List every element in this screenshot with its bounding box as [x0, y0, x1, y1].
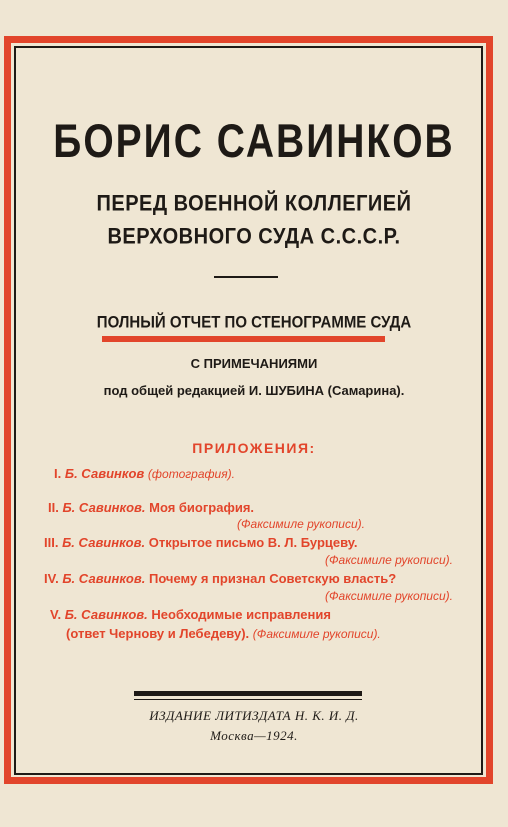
appendix-note: (фотография). — [147, 467, 235, 481]
appendix-note-3: (Факсимиле рукописи). — [325, 553, 453, 567]
appendices-heading: ПРИЛОЖЕНИЯ: — [192, 440, 316, 456]
divider-bold — [134, 691, 362, 696]
appendix-name: Б. Савинков. — [62, 500, 146, 515]
divider-short — [214, 276, 278, 278]
appendix-num: IV. — [44, 571, 59, 586]
subtitle-line-1: ПЕРЕД ВОЕННОЙ КОЛЛЕГИЕЙ — [96, 192, 412, 217]
appendix-item-1 — [54, 466, 235, 481]
appendix-item-5-cont — [66, 626, 381, 641]
report-underline — [102, 336, 385, 342]
appendix-text: Почему я признал Советскую власть? — [148, 571, 397, 586]
appendix-item-4 — [44, 571, 396, 586]
appendix-item-3 — [44, 535, 358, 550]
appendix-item-5 — [50, 607, 331, 622]
imprint-line: Москва—1924. — [210, 728, 298, 743]
notes-line-1: С ПРИМЕЧАНИЯМИ — [190, 356, 318, 371]
appendix-note-4: (Факсимиле рукописи). — [325, 589, 453, 603]
subtitle-line-2: ВЕРХОВНОГО СУДА С.С.С.Р. — [107, 225, 401, 250]
appendix-num: III. — [44, 535, 59, 550]
report-heading: ПОЛНЫЙ ОТЧЕТ ПО СТЕНОГРАММЕ СУДА — [96, 313, 412, 332]
appendix-note: (Факсимиле рукописи). — [252, 627, 381, 641]
appendix-num: V. — [50, 607, 62, 622]
appendix-num: II. — [48, 500, 59, 515]
appendix-text: Необходимые исправления — [151, 607, 331, 622]
author-title: БОРИС САВИНКОВ — [53, 116, 455, 168]
appendix-num: I. — [54, 466, 62, 481]
appendix-item-2 — [48, 500, 254, 515]
appendix-note-2: (Факсимиле рукописи). — [237, 517, 365, 531]
appendix-name: Б. Савинков — [64, 466, 145, 481]
appendix-text-2: (ответ Чернову и Лебедеву). — [66, 626, 250, 641]
appendix-text: Открытое письмо В. Л. Бурцеву. — [148, 535, 358, 550]
appendix-name: Б. Савинков. — [62, 571, 146, 586]
appendix-text: Моя биография. — [149, 500, 255, 515]
notes-line-2: под общей редакцией И. ШУБИНА (Самарина). — [103, 383, 405, 398]
appendix-name: Б. Савинков. — [62, 535, 146, 550]
divider-thin — [134, 699, 362, 700]
publisher-line: ИЗДАНИЕ ЛИТИЗДАТА Н. К. И. Д. — [149, 708, 359, 723]
appendix-name: Б. Савинков. — [64, 607, 148, 622]
